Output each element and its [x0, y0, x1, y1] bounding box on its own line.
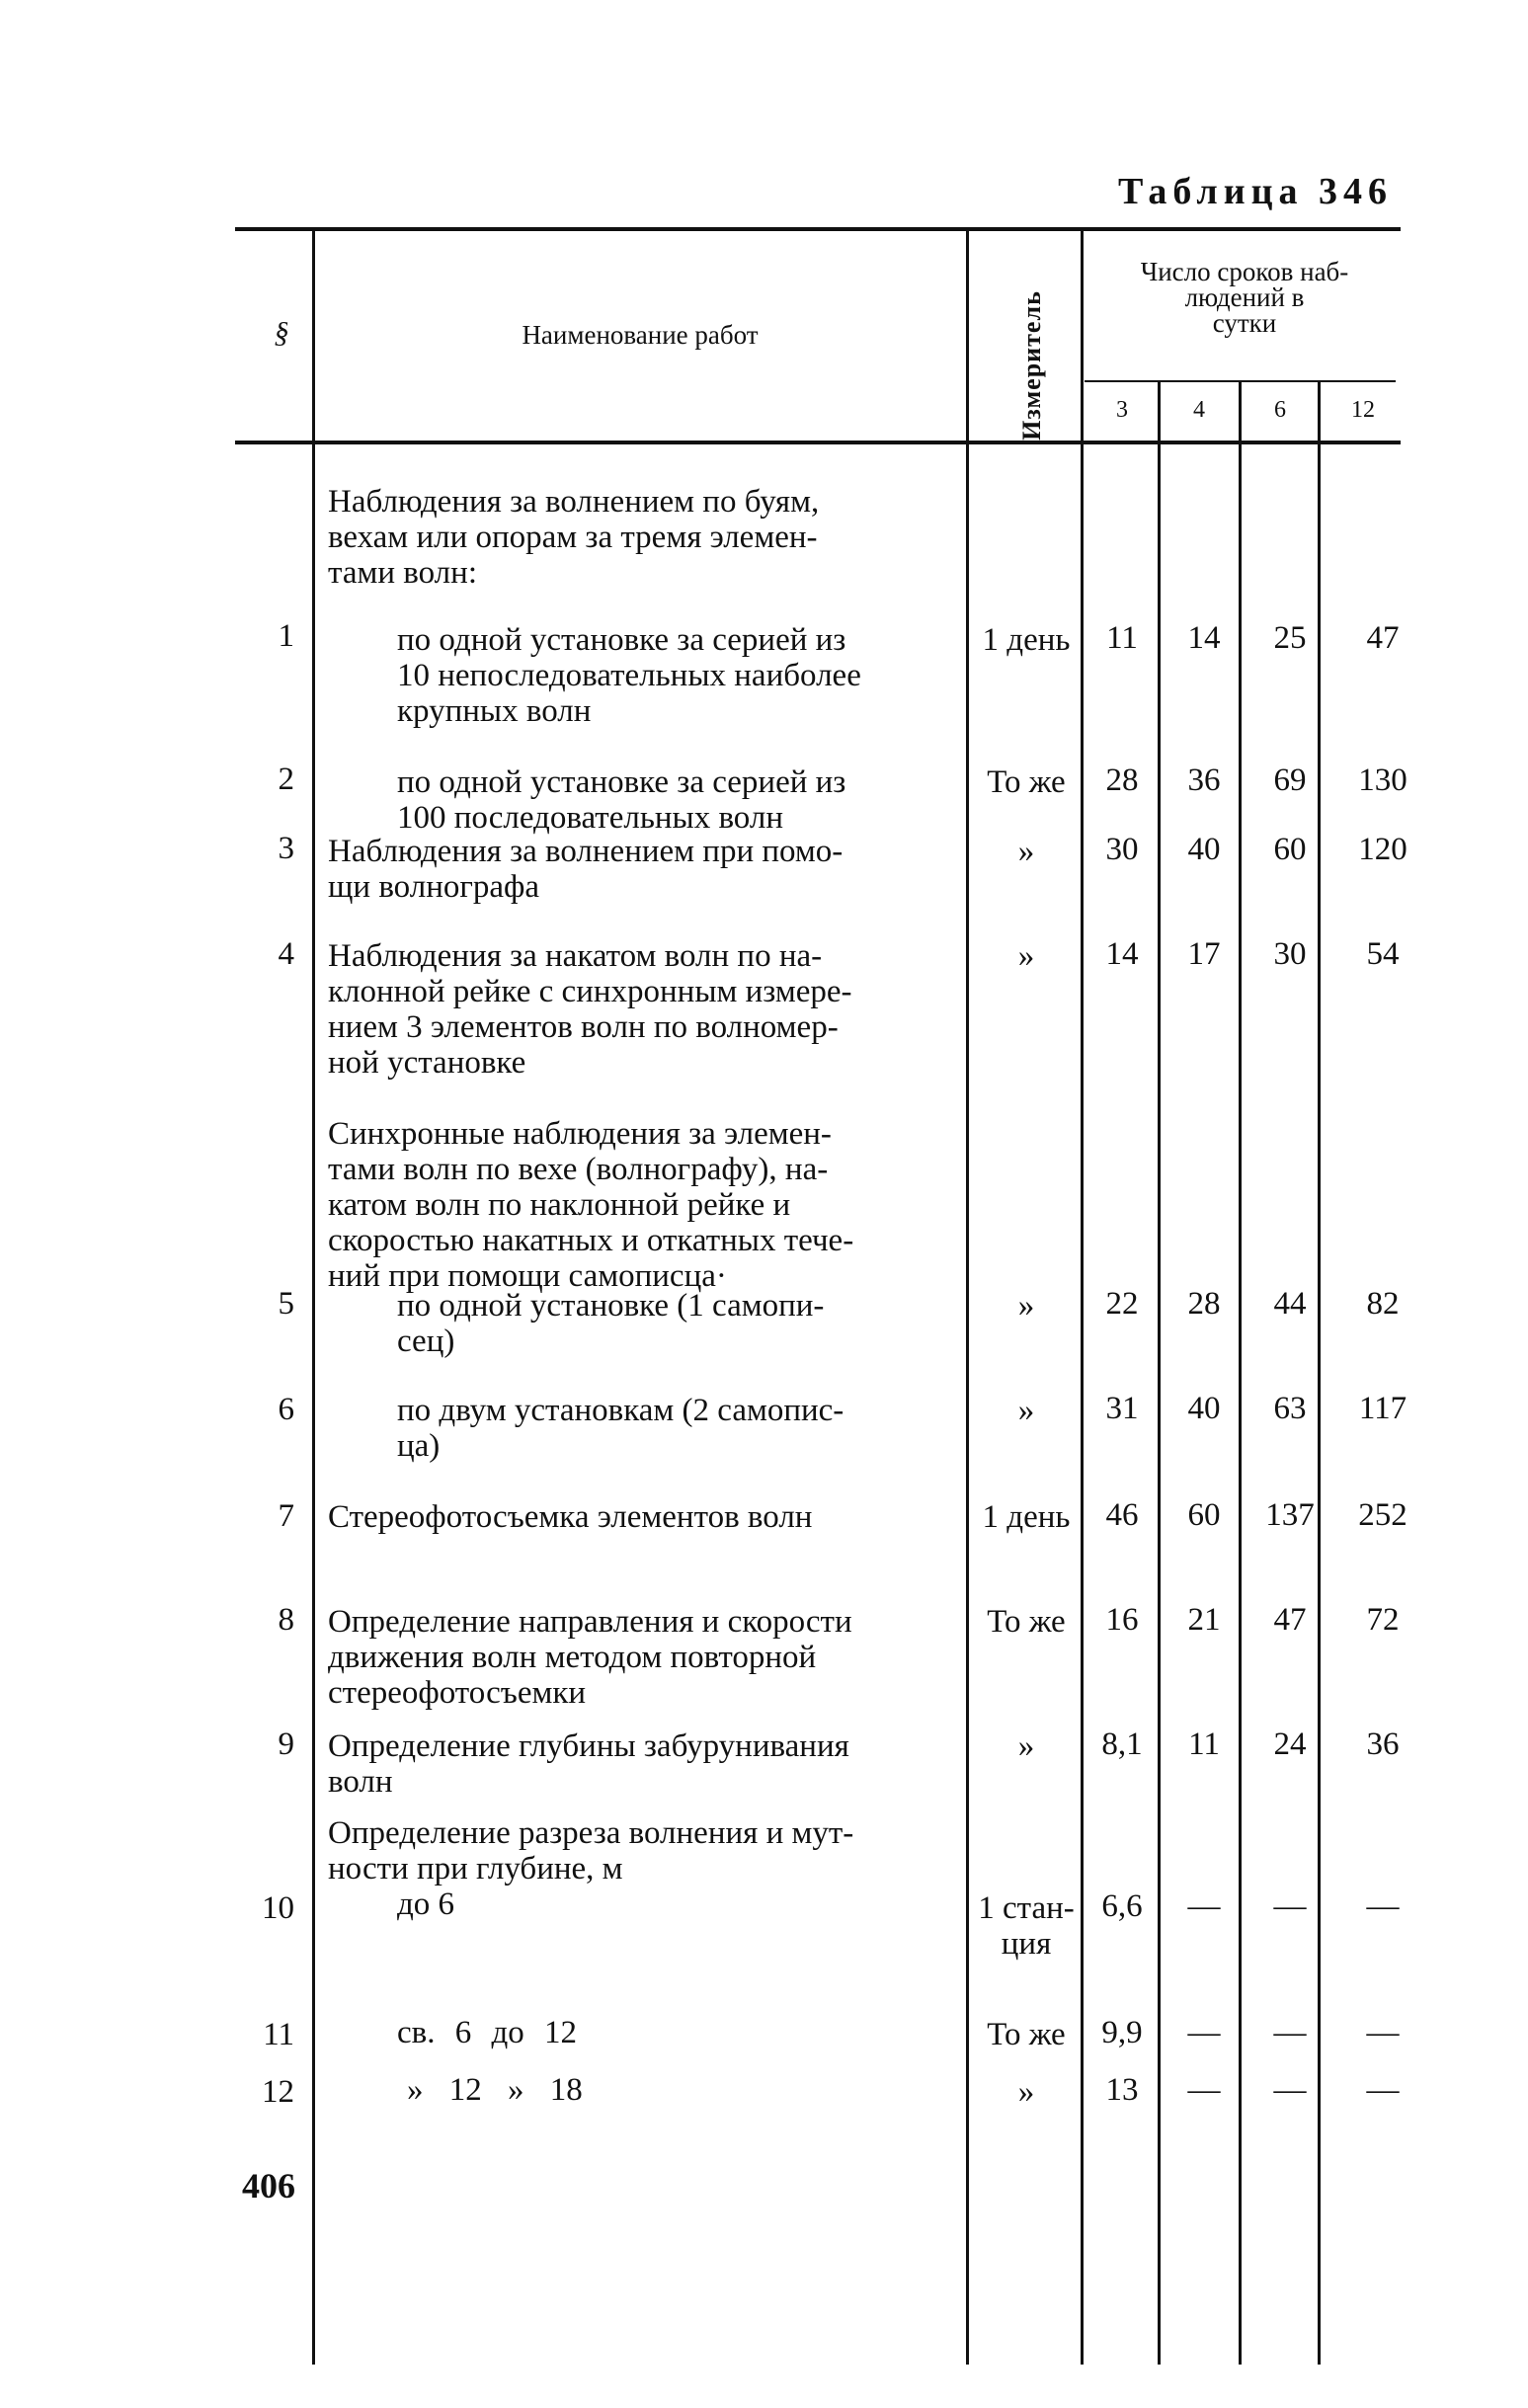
row-unit: То же: [987, 2017, 1066, 2052]
value-3: 14: [1105, 936, 1139, 972]
row-text: [397, 764, 952, 836]
row-unit: »: [1017, 1728, 1035, 1764]
value-6: —: [1273, 2072, 1307, 2108]
value-3: 30: [1105, 832, 1139, 867]
column-rule-name: [312, 231, 315, 2365]
header-unit: [1012, 290, 1052, 441]
row-text: [328, 938, 952, 1081]
text-line: 10 непоследовательных наиболее: [397, 658, 861, 693]
row-number: 11: [263, 2017, 294, 2052]
value-12: 47: [1366, 620, 1400, 656]
value-12: 117: [1358, 1391, 1407, 1426]
text-line: 1 стан-: [978, 1890, 1075, 1926]
row-unit: »: [1017, 834, 1035, 869]
text-line: клонной рейке с синхронным измере-: [328, 974, 852, 1009]
text-line: Определение глубины забурунивания: [328, 1728, 849, 1764]
header-group-line: сутки: [1212, 308, 1277, 338]
text-line: сец): [397, 1324, 455, 1359]
value-3: 13: [1105, 2072, 1139, 2108]
row-unit: То же: [987, 1604, 1066, 1640]
text-line: тами волн по вехе (волнографу), на-: [328, 1152, 829, 1187]
value-4: —: [1187, 2072, 1221, 2108]
value-6: 24: [1273, 1726, 1307, 1762]
value-6: 30: [1273, 936, 1307, 972]
value-12: 54: [1366, 936, 1400, 972]
text-line: по одной установке за серией из: [397, 764, 846, 800]
text-line: ца): [397, 1428, 441, 1464]
header-group: [1091, 259, 1398, 336]
page-number: 406: [242, 2166, 295, 2206]
value-3: 11: [1106, 620, 1138, 656]
row-unit: 1 день: [982, 622, 1071, 658]
text-line: Синхронные наблюдения за элемен-: [328, 1116, 832, 1152]
text-line: тами волн:: [328, 555, 477, 591]
text-line: по одной установке за серией из: [397, 622, 846, 658]
text-line: щи волнографа: [328, 869, 540, 905]
header-col-12: 12: [1351, 397, 1375, 423]
row-number: 2: [278, 762, 294, 797]
text-line: Определение направления и скорости: [328, 1604, 852, 1640]
value-6: 69: [1273, 763, 1307, 798]
row-number: 5: [278, 1286, 294, 1322]
row-number: 8: [278, 1602, 294, 1638]
value-12: —: [1366, 2072, 1400, 2108]
value-6: —: [1273, 2015, 1307, 2050]
row-text: [397, 622, 952, 729]
row-unit: 1 день: [982, 1499, 1071, 1535]
text-line: по одной установке (1 самопи-: [397, 1288, 825, 1324]
text-line: ности при глубине, м: [328, 1851, 623, 1886]
header-group-line: людений в: [1184, 282, 1305, 312]
value-4: —: [1187, 1888, 1221, 1924]
row-text: [397, 1393, 952, 1464]
group-heading: [328, 1815, 952, 1886]
value-12: —: [1366, 1888, 1400, 1924]
text-line: волн: [328, 1764, 393, 1800]
value-6: 137: [1265, 1497, 1315, 1533]
text-line: Наблюдения за волнением при помо-: [328, 834, 844, 869]
row-text: [397, 2015, 952, 2050]
value-4: 21: [1187, 1602, 1221, 1638]
value-4: —: [1187, 2015, 1221, 2050]
row-text: [328, 1728, 952, 1800]
text-line: ной установке: [328, 1045, 526, 1081]
row-text: [328, 1499, 952, 1535]
value-12: 82: [1366, 1286, 1400, 1322]
header-group-line: Число сроков наб-: [1140, 257, 1349, 286]
column-rule-6: [1239, 380, 1242, 2365]
row-unit: »: [1017, 938, 1035, 974]
value-3: 6,6: [1101, 1888, 1143, 1924]
row-text: [328, 834, 952, 905]
value-6: 63: [1273, 1391, 1307, 1426]
text-line: по двум установкам (2 самопис-: [397, 1393, 844, 1428]
value-3: 16: [1105, 1602, 1139, 1638]
text-line: вехам или опорам за тремя элемен-: [328, 520, 818, 555]
row-number: 10: [262, 1890, 294, 1926]
column-rule-4: [1158, 380, 1161, 2365]
row-unit: То же: [987, 764, 1066, 800]
header-col-3: 3: [1116, 397, 1128, 423]
value-12: —: [1366, 2015, 1400, 2050]
row-number: 6: [278, 1392, 294, 1427]
text-line: скоростью накатных и откатных тече-: [328, 1223, 854, 1258]
row-number: 3: [278, 831, 294, 866]
value-4: 14: [1187, 620, 1221, 656]
value-12: 252: [1358, 1497, 1407, 1533]
row-number: 1: [278, 618, 294, 654]
row-unit: »: [1017, 2074, 1035, 2110]
text-line: » 12 » 18: [407, 2072, 583, 2108]
row-number: 4: [278, 936, 294, 972]
text-line: стереофотосъемки: [328, 1675, 587, 1711]
text-line: ний при помощи самописца·: [328, 1258, 727, 1294]
value-6: —: [1273, 1888, 1307, 1924]
row-text: [328, 1604, 952, 1711]
text-line: 100 последовательных волн: [397, 800, 784, 836]
row-number: 12: [262, 2074, 294, 2110]
value-3: 46: [1105, 1497, 1139, 1533]
text-line: до 6: [397, 1886, 455, 1922]
header-section: §: [274, 316, 289, 349]
row-text: [397, 1886, 952, 1922]
value-4: 36: [1187, 763, 1221, 798]
row-text: [407, 2072, 952, 2108]
text-line: св. 6 до 12: [397, 2015, 578, 2050]
value-6: 60: [1273, 832, 1307, 867]
value-12: 72: [1366, 1602, 1400, 1638]
value-3: 28: [1105, 763, 1139, 798]
row-unit: [972, 1890, 1081, 1962]
header-name: Наименование работ: [522, 320, 759, 350]
value-12: 120: [1358, 832, 1407, 867]
value-6: 25: [1273, 620, 1307, 656]
header-bottom-rule: [235, 441, 1401, 444]
value-6: 47: [1273, 1602, 1307, 1638]
row-number: 9: [278, 1726, 294, 1762]
row-text: [397, 1288, 952, 1359]
value-3: 8,1: [1101, 1726, 1143, 1762]
header-col-4: 4: [1193, 397, 1205, 423]
text-line: нием 3 элементов волн по волномер-: [328, 1009, 839, 1045]
text-line: крупных волн: [397, 693, 592, 729]
value-4: 60: [1187, 1497, 1221, 1533]
value-6: 44: [1273, 1286, 1307, 1322]
value-3: 22: [1105, 1286, 1139, 1322]
value-4: 28: [1187, 1286, 1221, 1322]
text-line: ция: [1001, 1926, 1052, 1962]
value-12: 36: [1366, 1726, 1400, 1762]
row-unit: »: [1017, 1393, 1035, 1428]
text-line: Определение разреза волнения и мут-: [328, 1815, 854, 1851]
text-line: Наблюдения за волнением по буям,: [328, 484, 820, 520]
row-number: 7: [278, 1498, 294, 1534]
group-heading: [328, 484, 952, 591]
value-4: 40: [1187, 832, 1221, 867]
text-line: движения волн методом повторной: [328, 1640, 817, 1675]
table-top-rule: [235, 227, 1401, 231]
group-heading: [328, 1116, 952, 1294]
column-rule-unit: [966, 231, 969, 2365]
value-3: 9,9: [1101, 2015, 1143, 2050]
value-12: 130: [1358, 763, 1407, 798]
value-4: 11: [1188, 1726, 1220, 1762]
column-rule-values: [1081, 231, 1084, 2365]
table-caption: Таблица 346: [1117, 171, 1393, 212]
header-unit-label: Измеритель: [1017, 290, 1046, 441]
header-col-6: 6: [1274, 397, 1286, 423]
row-unit: »: [1017, 1288, 1035, 1324]
column-rule-12: [1318, 380, 1321, 2365]
text-line: катом волн по наклонной рейке и: [328, 1187, 791, 1223]
text-line: Наблюдения за накатом волн по на-: [328, 938, 823, 974]
value-4: 17: [1187, 936, 1221, 972]
value-4: 40: [1187, 1391, 1221, 1426]
text-line: Стереофотосъемка элементов волн: [328, 1499, 813, 1535]
value-3: 31: [1105, 1391, 1139, 1426]
